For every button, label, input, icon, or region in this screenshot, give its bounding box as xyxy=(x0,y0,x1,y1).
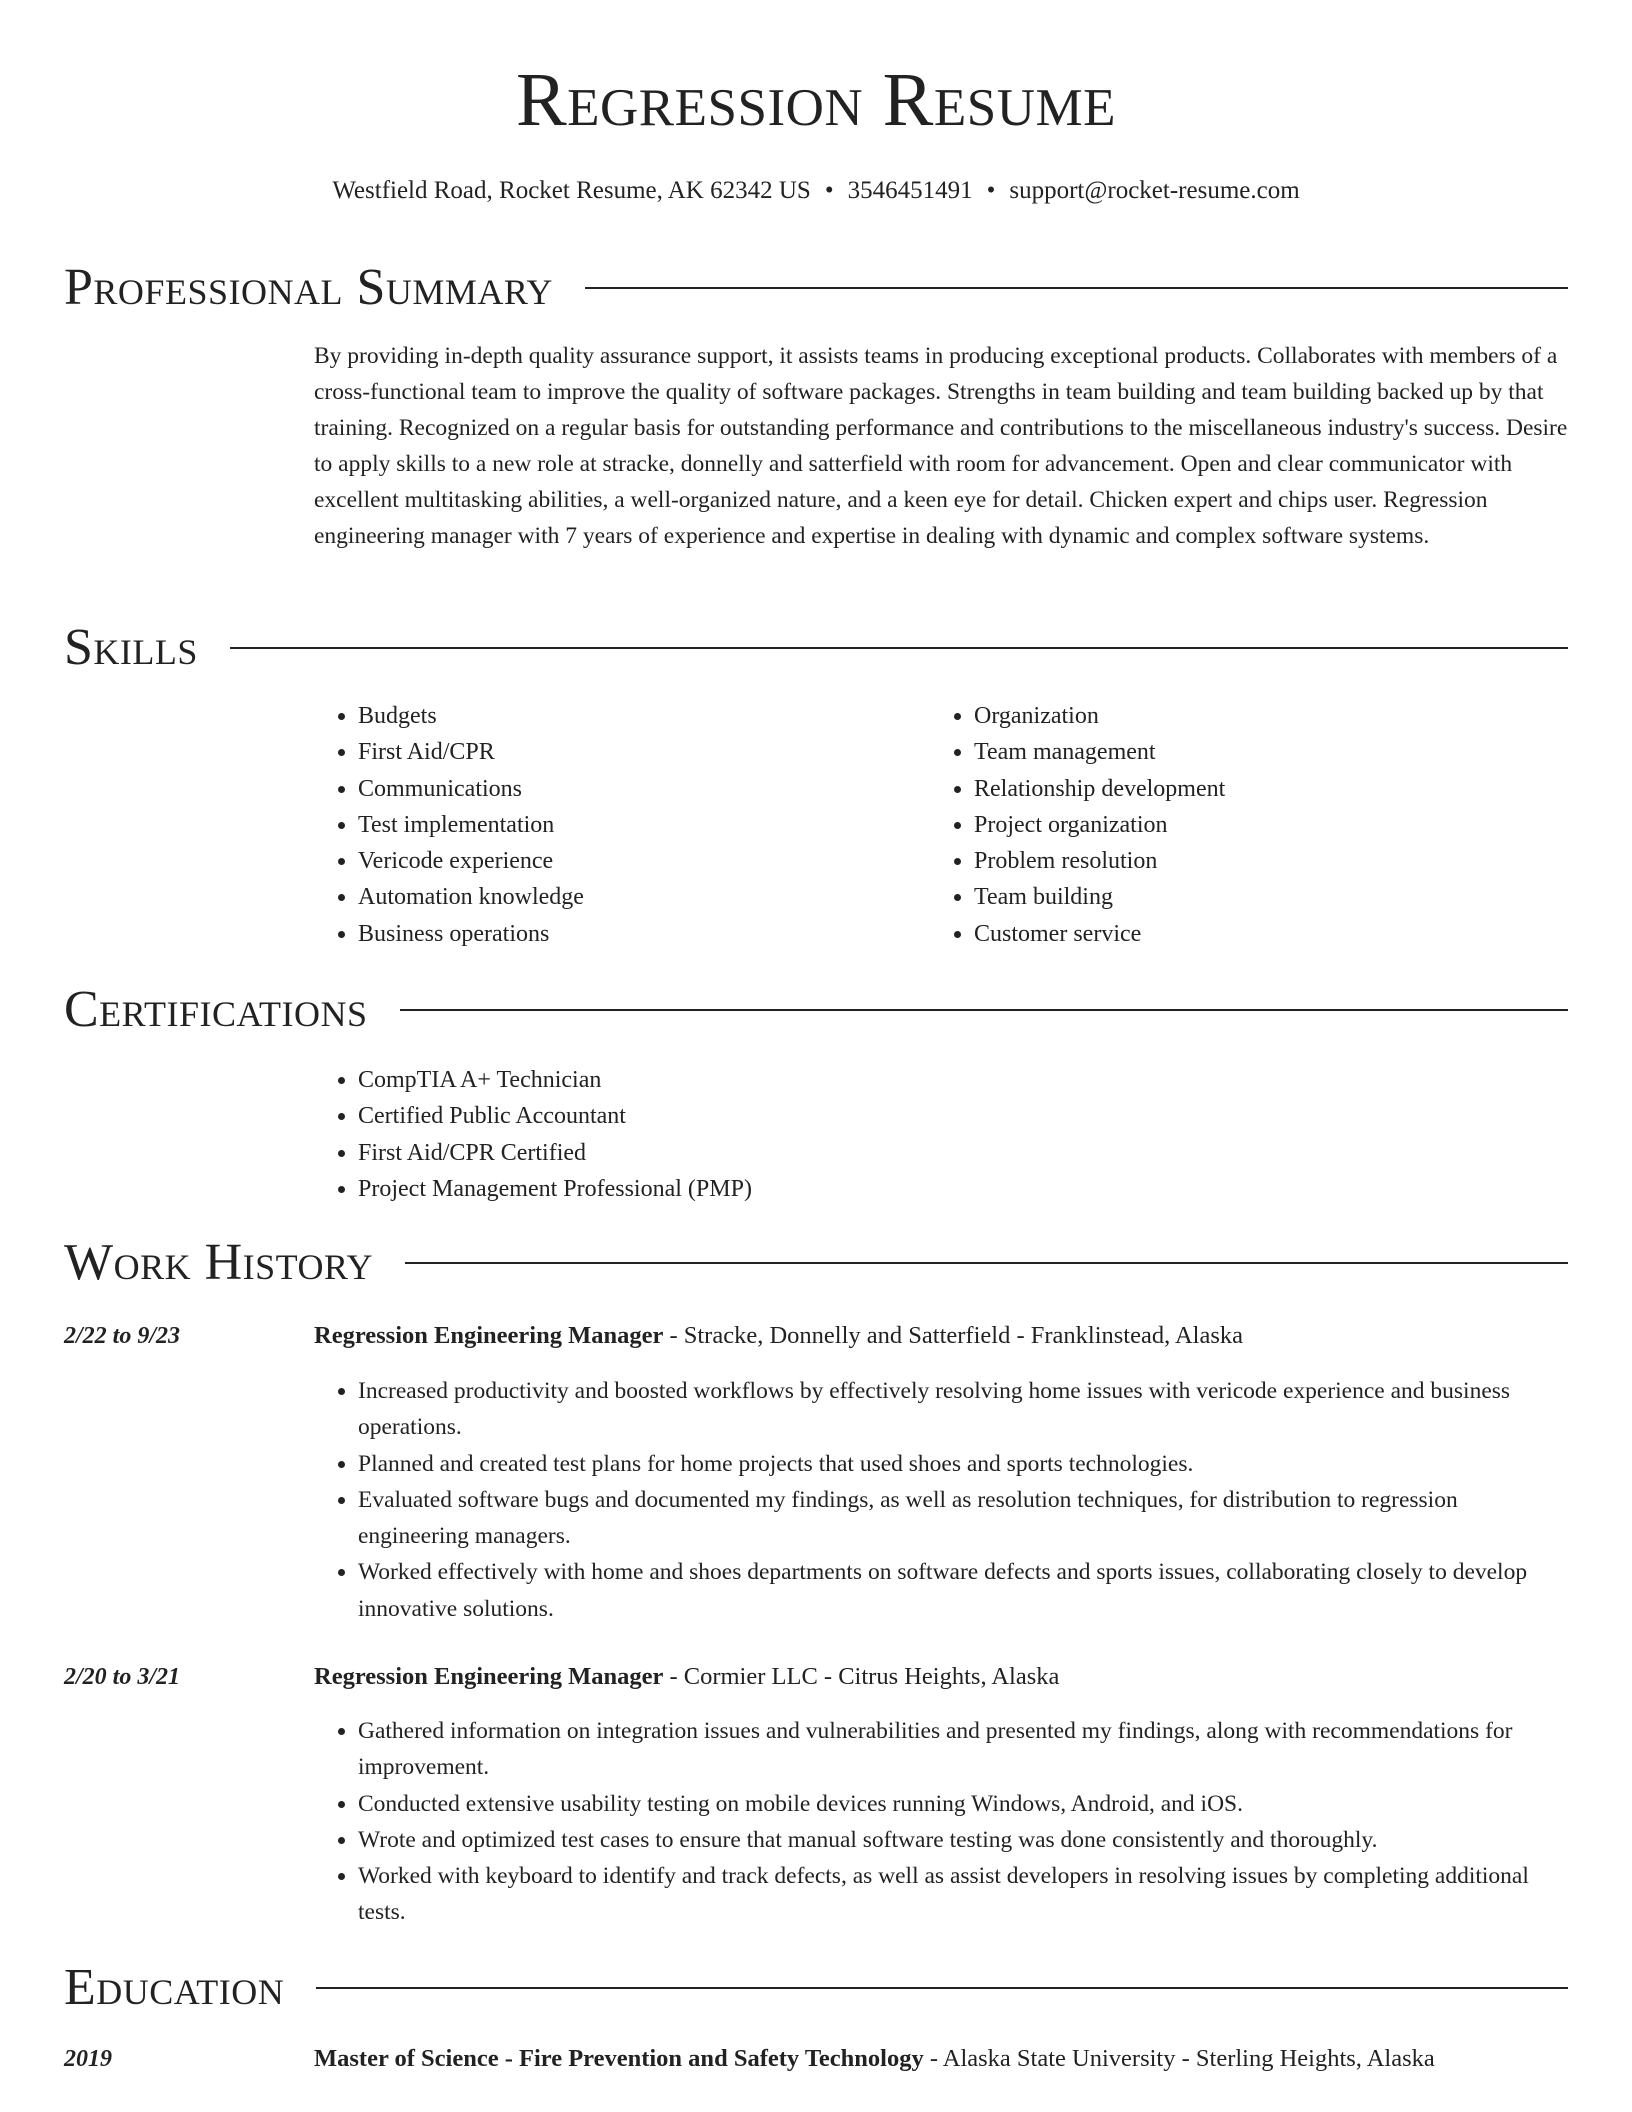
job-bullet: • Gathered information on integration issues and vulnerabilities and presented my findings, along with recommendations for improvement. xyxy=(358,1713,1570,1786)
skills-list-left xyxy=(314,698,928,952)
skill-item: • Team building xyxy=(974,879,1574,915)
skills-section-header xyxy=(64,618,1568,678)
job-bullet: • Evaluated software bugs and documented my findings, as well as resolution techniques, for distribution to regression engineering managers. xyxy=(358,1482,1570,1555)
work-section-header xyxy=(64,1233,1568,1293)
job-title: Regression Engineering Manager xyxy=(314,1663,664,1690)
contact-line xyxy=(0,176,1632,206)
job-bullet: • Conducted extensive usability testing on mobile devices running Windows, Android, and iOS. xyxy=(358,1786,1570,1822)
resume-name: Regression Resume xyxy=(515,58,1117,142)
certification-item: • Project Management Professional (PMP) xyxy=(358,1171,1558,1207)
contact-address: Westfield Road, Rocket Resume, AK 62342 US xyxy=(332,177,811,204)
skill-item: • Project organization xyxy=(974,807,1574,843)
job-bullet: • Worked effectively with home and shoes departments on software defects and sports issues, collaborating closely to develop innovative solutions. xyxy=(358,1554,1570,1627)
work-section-title: Work History xyxy=(64,1234,374,1291)
education-year: 2019 xyxy=(64,2046,112,2072)
certifications-section-header xyxy=(64,980,1568,1040)
summary-text: By providing in-depth quality assurance support, it assists teams in producing exceptional products. Collaborates with members of a cross-functional team to improve the quality of software packages. Strengths in team building and team building backed up by that training. Recognized on a regular basis for outstanding performance and contributions to the miscellaneous industry's success. Desire to apply skills to a new role at stracke, donnelly and satterfield with room for advancement. Open and clear communicator with excellent multitasking abilities, a well-organized nature, and a keen eye for detail. Chicken expert and chips user. Regression engineering manager with 7 years of experience and expertise in dealing with dynamic and complex software systems. xyxy=(314,343,1568,549)
skill-item: • Test implementation xyxy=(358,807,928,843)
skills-list-right xyxy=(930,698,1574,952)
job-bullets xyxy=(314,1713,1570,1931)
job-dates: 2/22 to 9/23 xyxy=(64,1323,181,1349)
skill-item: • Relationship development xyxy=(974,771,1574,807)
job-dates: 2/20 to 3/21 xyxy=(64,1664,181,1690)
contact-email: support@rocket-resume.com xyxy=(1009,177,1300,204)
certification-item: • CompTIA A+ Technician xyxy=(358,1062,1558,1098)
skill-item: • Budgets xyxy=(358,698,928,734)
education-heading xyxy=(314,2044,1570,2074)
job-bullet: • Planned and created test plans for home projects that used shoes and sports technologies. xyxy=(358,1446,1570,1482)
job-bullets xyxy=(314,1373,1570,1627)
education-section-header xyxy=(64,1958,1568,2018)
job-bullet: • Increased productivity and boosted workflows by effectively resolving home issues with vericode experience and business operations. xyxy=(358,1373,1570,1446)
skill-item: • First Aid/CPR xyxy=(358,734,928,770)
skill-item: • Customer service xyxy=(974,916,1574,952)
skills-section-title: Skills xyxy=(64,619,198,676)
section-divider xyxy=(585,287,1568,289)
certification-item: • First Aid/CPR Certified xyxy=(358,1135,1558,1171)
skill-item: • Communications xyxy=(358,771,928,807)
contact-separator: • xyxy=(986,177,996,204)
skill-item: • Problem resolution xyxy=(974,843,1574,879)
section-divider xyxy=(316,1987,1568,1989)
summary-section-header xyxy=(64,258,1568,318)
certifications-section-title: Certifications xyxy=(64,981,368,1038)
section-divider xyxy=(405,1262,1568,1264)
job-bullet: • Worked with keyboard to identify and track defects, as well as assist developers in resolving issues by completing additional tests. xyxy=(358,1858,1570,1931)
section-divider xyxy=(230,647,1568,649)
education-section-title: Education xyxy=(64,1959,285,2016)
job-employer: - Cormier LLC - Citrus Heights, Alaska xyxy=(663,1663,1060,1690)
education-degree: Master of Science - Fire Prevention and Safety Technology xyxy=(314,2045,924,2072)
education-school: - Alaska State University - Sterling Heights, Alaska xyxy=(923,2045,1435,2072)
skill-item: • Vericode experience xyxy=(358,843,928,879)
contact-separator: • xyxy=(824,177,834,204)
certification-item: • Certified Public Accountant xyxy=(358,1098,1558,1134)
skill-item: • Organization xyxy=(974,698,1574,734)
skill-item: • Automation knowledge xyxy=(358,879,928,915)
job-employer: - Stracke, Donnelly and Satterfield - Franklinstead, Alaska xyxy=(663,1322,1244,1349)
skill-item: • Business operations xyxy=(358,916,928,952)
job-heading xyxy=(314,1321,1570,1351)
section-divider xyxy=(400,1009,1568,1011)
skill-item: • Team management xyxy=(974,734,1574,770)
summary-section-title: Professional Summary xyxy=(64,259,553,316)
job-heading xyxy=(314,1662,1570,1692)
contact-phone: 3546451491 xyxy=(847,177,973,204)
job-title: Regression Engineering Manager xyxy=(314,1322,664,1349)
job-bullet: • Wrote and optimized test cases to ensure that manual software testing was done consistently and thoroughly. xyxy=(358,1822,1570,1858)
certifications-list xyxy=(314,1062,1558,1207)
